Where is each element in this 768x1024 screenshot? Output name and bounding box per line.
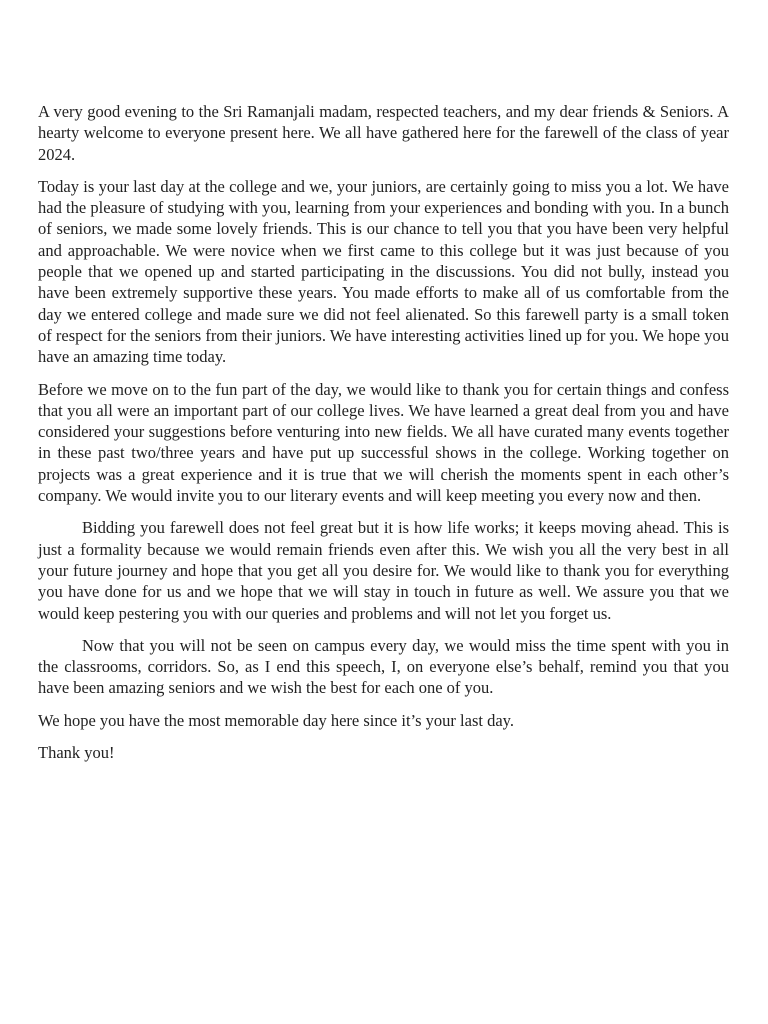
paragraph-thank-you: Thank you! [38,743,115,763]
paragraph-memorable-day: We hope you have the most memorable day here since it’s your last day. [38,710,514,730]
paragraph-thanks: Before we move on to the fun part of the day, we would like to thank you for certain things and confess that you all were an important part of our college lives. We have learned a great deal from you and have considered your suggestions before venturing into new fields. We all have curated many events together in these past two/three years and have put up successful shows in the college. Working together on projects was a great experience and it is true that we will cherish the moments spent in each other’s company. We would invite you to our literary events and will keep meeting you every now and then. [38,379,729,506]
paragraph-greeting: A very good evening to the Sri Ramanjali madam, respected teachers, and my dear friends & Seniors. A hearty welcome to everyone present here. We all have gathered here for the farewell of the class of year 2024. [38,102,729,164]
speech-document [38,101,729,774]
paragraph-farewell: Bidding you farewell does not feel great but it is how life works; it keeps moving ahead. This is just a formality because we would remain friends even after this. We wish you all the very best in all your future journey and hope that you get all you desire for. We would like to thank you for everything you have done for us and we hope that we will stay in touch in future as well. We assure you that we would keep pestering you with our queries and problems and will not let you forget us. [38,518,729,623]
paragraph-closing: Now that you will not be seen on campus every day, we would miss the time spent with you in the classrooms, corridors. So, as I end this speech, I, on everyone else’s behalf, remind you that you have been amazing seniors and we wish the best for each one of you. [38,635,729,698]
paragraph-last-day: Today is your last day at the college and we, your juniors, are certainly going to miss you a lot. We have had the pleasure of studying with you, learning from your experiences and bonding with you. In a bunch of seniors, we made some lovely friends. This is our chance to tell you that you have been very helpful and approachable. We were novice when we first came to this college but it was just because of you people that we opened up and started participating in the discussions. You did not bully, instead you have been extremely supportive these years. You made efforts to make all of us comfortable from the day we entered college and made sure we did not feel alienated. So this farewell party is a small token of respect for the seniors from their juniors. We have interesting activities lined up for you. We hope you have an amazing time today. [38,176,729,367]
